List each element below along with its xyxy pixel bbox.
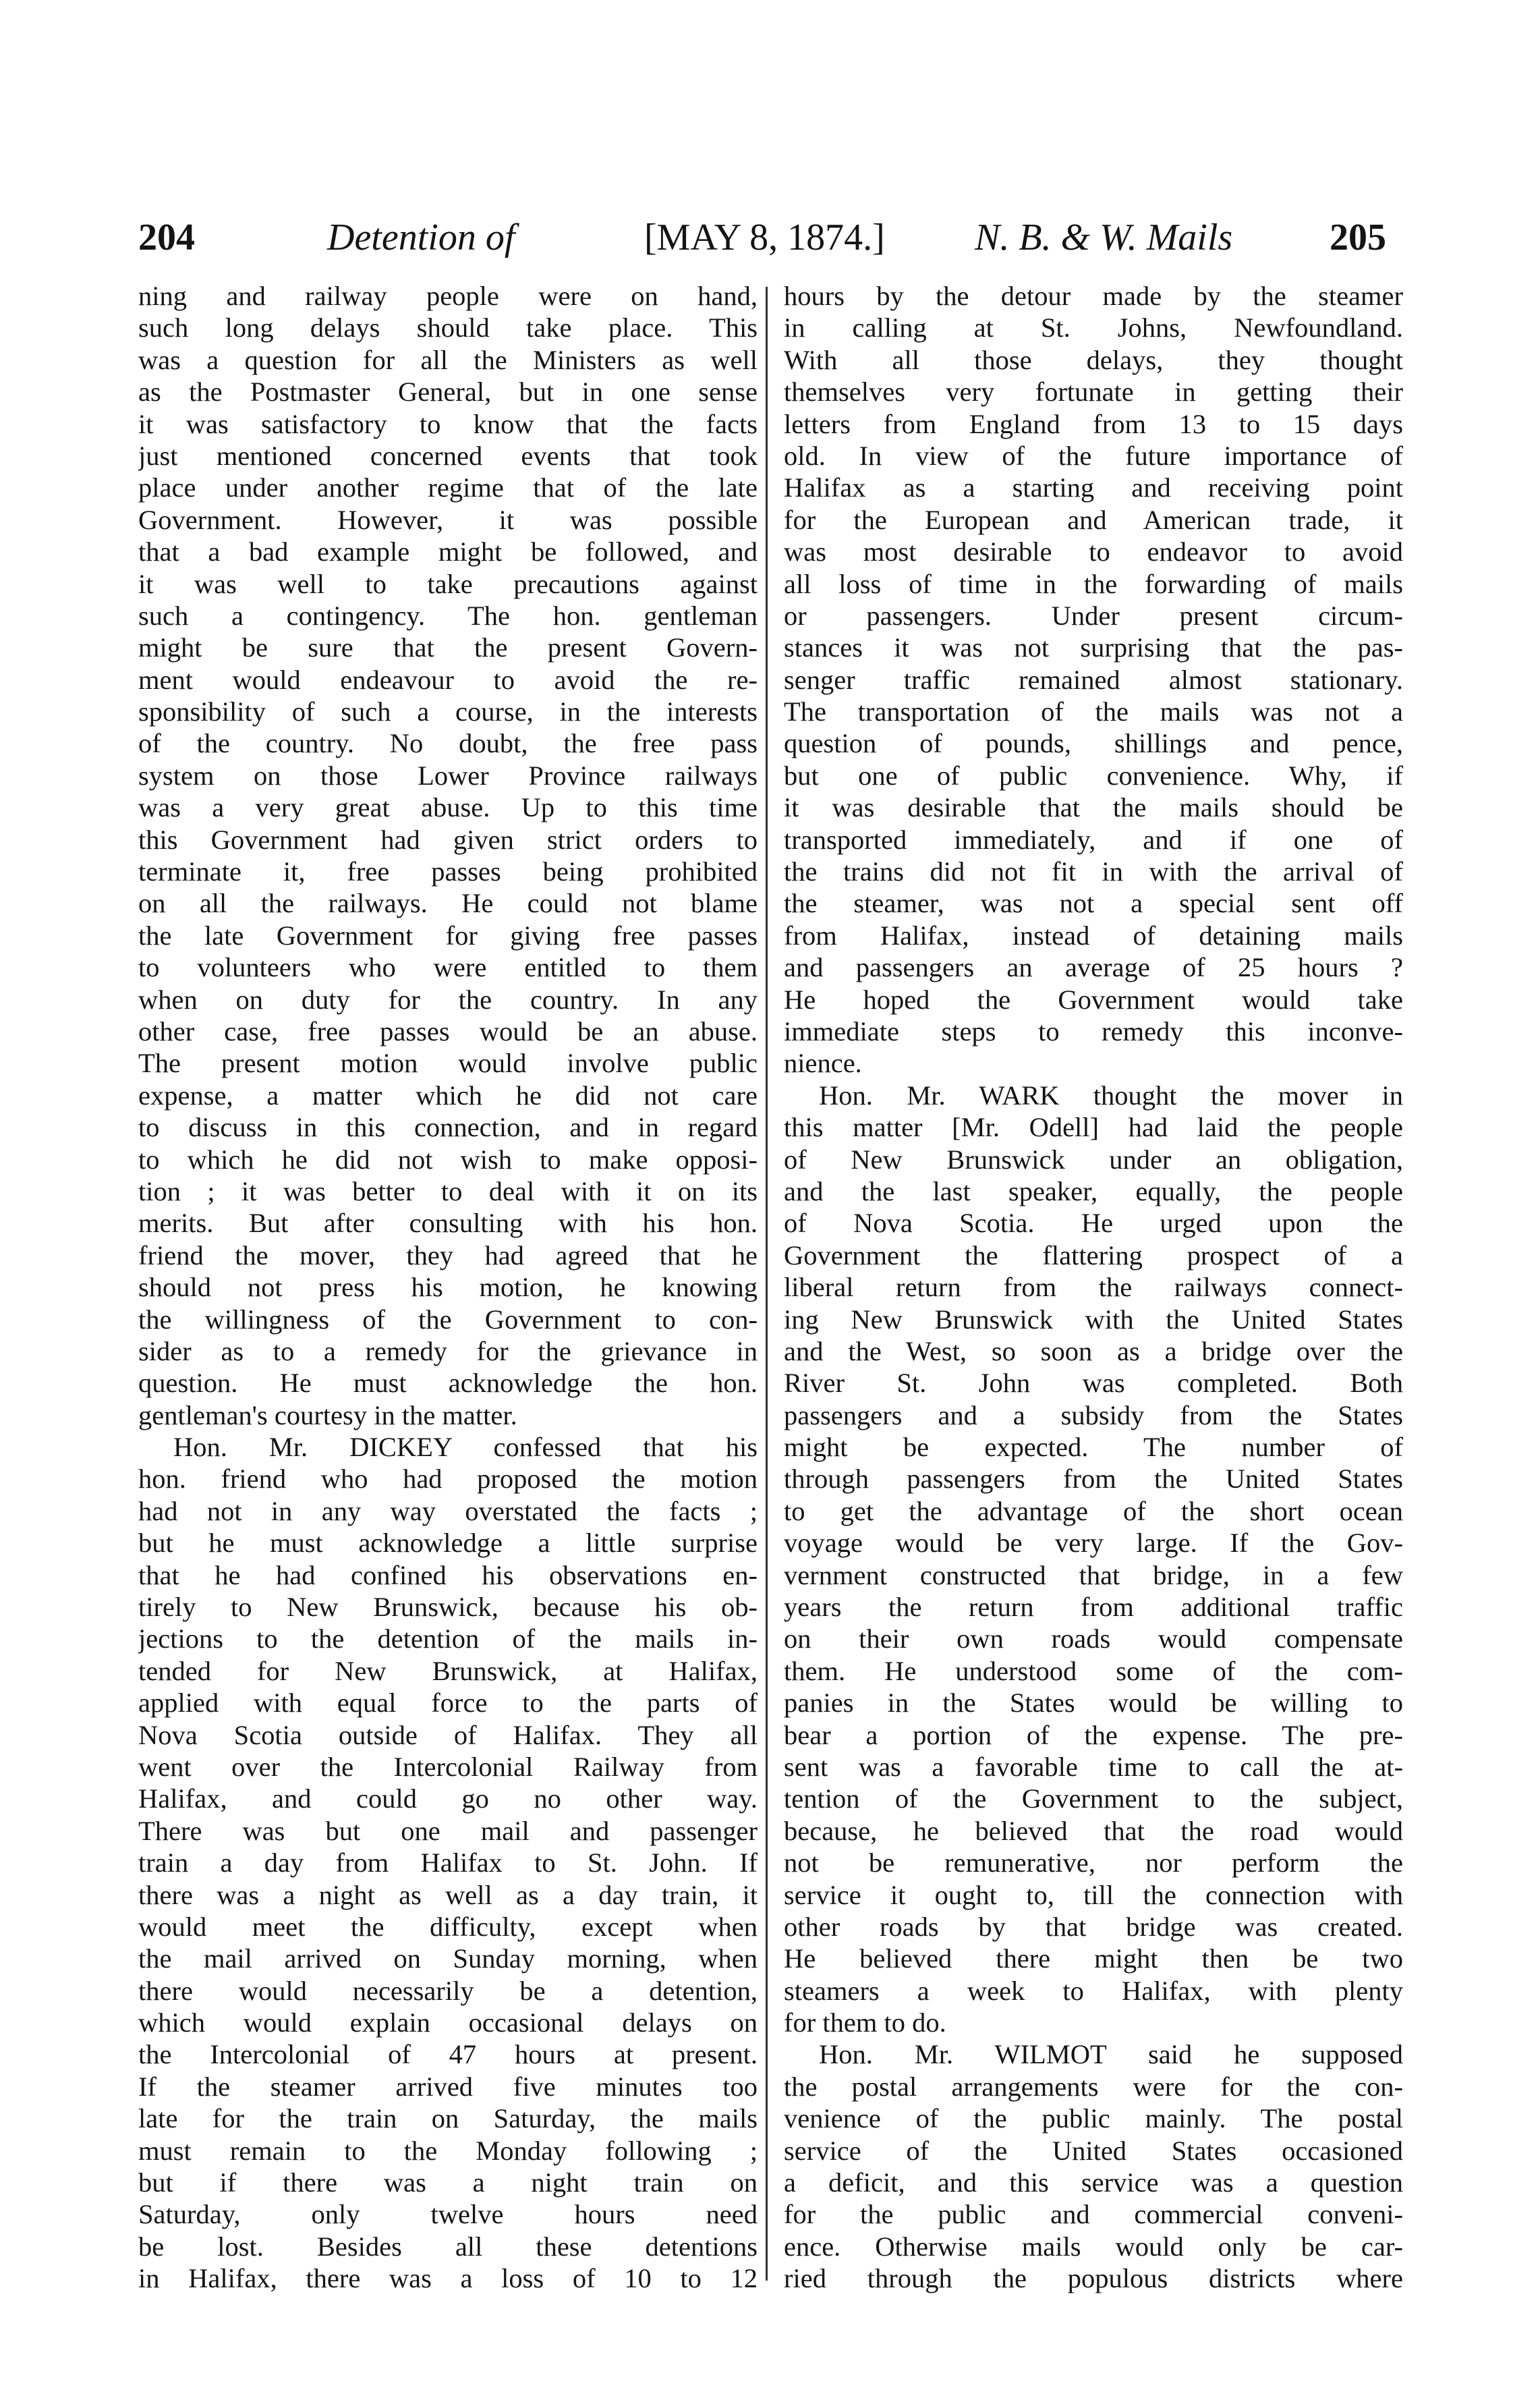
left-text-column	[138, 280, 758, 2295]
text-line: was most desirable to endeavor to avoid	[784, 536, 1403, 567]
text-line: Government. However, it was possible	[138, 504, 758, 535]
text-line: The transportation of the mails was not a	[784, 696, 1403, 727]
text-line: question of pounds, shillings and pence,	[784, 728, 1403, 759]
text-line: was a question for all the Ministers as well	[138, 344, 758, 375]
text-line: be lost. Besides all these detentions	[138, 2231, 758, 2262]
text-line: through passengers from the United States	[784, 1463, 1403, 1495]
text-line: it was well to take precautions against	[138, 568, 758, 599]
text-line: other roads by that bridge was created.	[784, 1911, 1403, 1942]
text-line: a deficit, and this service was a question	[784, 2167, 1403, 2198]
text-line: With all those delays, they thought	[784, 344, 1403, 375]
text-line: hours by the detour made by the steamer	[784, 281, 1403, 311]
text-line: sent was a favorable time to call the at-	[784, 1751, 1403, 1782]
text-line: jections to the detention of the mails in-	[138, 1623, 758, 1654]
text-line: the steamer, was not a special sent off	[784, 888, 1403, 919]
text-line: other case, free passes would be an abuse.	[138, 1015, 758, 1047]
text-line: to volunteers who were entitled to them	[138, 952, 758, 983]
text-line: the Intercolonial of 47 hours at present.	[138, 2039, 758, 2070]
text-line: tion ; it was better to deal with it on its	[138, 1175, 758, 1206]
text-line: Hon. Mr. DICKEY confessed that his	[173, 1432, 758, 1463]
text-line: had not in any way overstated the facts ;	[138, 1495, 758, 1526]
text-line: to get the advantage of the short ocean	[784, 1495, 1403, 1526]
text-line: which would explain occasional delays on	[138, 2007, 758, 2038]
text-line: nience.	[784, 1048, 862, 1079]
text-line: that he had confined his observations en-	[138, 1559, 758, 1590]
text-line: would meet the difficulty, except when	[138, 1911, 758, 1942]
text-line: system on those Lower Province railways	[138, 760, 758, 791]
text-line: but if there was a night train on	[138, 2167, 758, 2198]
text-line: the willingness of the Government to con-	[138, 1304, 758, 1335]
text-line: in calling at St. Johns, Newfoundland.	[784, 312, 1403, 343]
text-line: such long delays should take place. This	[138, 312, 758, 343]
text-line: senger traffic remained almost stationary.	[784, 664, 1403, 695]
text-line: must remain to the Monday following ;	[138, 2135, 758, 2166]
text-line: He believed there might then be two	[784, 1943, 1403, 1974]
header-date: [MAY 8, 1874.]	[644, 217, 885, 258]
text-line: them. He understood some of the com-	[784, 1655, 1403, 1686]
text-line: friend the mover, they had agreed that he	[138, 1239, 758, 1271]
text-line: because, he believed that the road would	[784, 1815, 1403, 1846]
text-line: old. In view of the future importance of	[784, 440, 1403, 471]
text-line: Nova Scotia outside of Halifax. They all	[138, 1719, 758, 1750]
text-line: it was desirable that the mails should be	[784, 792, 1403, 823]
text-line: applied with equal force to the parts of	[138, 1688, 758, 1719]
text-line: but one of public convenience. Why, if	[784, 760, 1403, 791]
text-line: might be expected. The number of	[784, 1432, 1403, 1463]
text-line: River St. John was completed. Both	[784, 1368, 1403, 1399]
text-line: tention of the Government to the subject,	[784, 1783, 1403, 1814]
text-line: hon. friend who had proposed the motion	[138, 1463, 758, 1495]
text-line: there would necessarily be a detention,	[138, 1975, 758, 2006]
text-line: on their own roads would compensate	[784, 1623, 1403, 1654]
text-line: place under another regime that of the late	[138, 472, 758, 503]
text-line: there was a night as well as a day train, it	[138, 1879, 758, 1910]
text-line: tended for New Brunswick, at Halifax,	[138, 1655, 758, 1686]
text-line: He hoped the Government would take	[784, 984, 1403, 1015]
text-line: transported immediately, and if one of	[784, 824, 1403, 855]
text-line: of the country. No doubt, the free pass	[138, 728, 758, 759]
text-line: to which he did not wish to make opposi-	[138, 1144, 758, 1175]
text-line: train a day from Halifax to St. John. If	[138, 1847, 758, 1878]
text-line: the mail arrived on Sunday morning, when	[138, 1943, 758, 1974]
right-text-column	[784, 280, 1403, 2295]
text-line: gentleman's courtesy in the matter.	[138, 1399, 517, 1430]
text-line: Hon. Mr. WILMOT said he supposed	[819, 2039, 1403, 2070]
text-line: Hon. Mr. WARK thought the mover in	[819, 1080, 1403, 1111]
text-line: such a contingency. The hon. gentleman	[138, 600, 758, 631]
text-line: expense, a matter which he did not care	[138, 1080, 758, 1111]
text-line: If the steamer arrived five minutes too	[138, 2071, 758, 2102]
text-line: on all the railways. He could not blame	[138, 888, 758, 919]
text-line: ence. Otherwise mails would only be car-	[784, 2231, 1403, 2262]
text-line: should not press his motion, he knowing	[138, 1272, 758, 1303]
text-line: and the last speaker, equally, the people	[784, 1175, 1403, 1206]
text-line: terminate it, free passes being prohibited	[138, 856, 758, 887]
text-line: Saturday, only twelve hours need	[138, 2199, 758, 2230]
text-line: ment would endeavour to avoid the re-	[138, 664, 758, 695]
text-line: letters from England from 13 to 15 days	[784, 408, 1403, 439]
text-line: the late Government for giving free passes	[138, 920, 758, 951]
text-line: years the return from additional traffic	[784, 1592, 1403, 1623]
text-line: the trains did not fit in with the arrival of	[784, 856, 1403, 887]
text-line: Government the flattering prospect of a	[784, 1239, 1403, 1271]
running-title-right: N. B. & W. Mails	[975, 217, 1233, 258]
text-line: all loss of time in the forwarding of mails	[784, 568, 1403, 599]
text-line: steamers a week to Halifax, with plenty	[784, 1975, 1403, 2006]
text-line: themselves very fortunate in getting their	[784, 377, 1403, 408]
text-line: for them to do.	[784, 2007, 946, 2038]
text-line: that a bad example might be followed, and	[138, 536, 758, 567]
text-line: not be remunerative, nor perform the	[784, 1847, 1403, 1878]
text-line: question. He must acknowledge the hon.	[138, 1368, 758, 1399]
text-line: panies in the States would be willing to	[784, 1688, 1403, 1719]
text-line: merits. But after consulting with his hon.	[138, 1208, 758, 1239]
text-line: service it ought to, till the connection with	[784, 1879, 1403, 1910]
text-line: this Government had given strict orders to	[138, 824, 758, 855]
text-line: as the Postmaster General, but in one sense	[138, 377, 758, 408]
text-line: in Halifax, there was a loss of 10 to 12	[138, 2263, 758, 2294]
text-line: late for the train on Saturday, the mails	[138, 2103, 758, 2134]
text-line: Halifax, and could go no other way.	[138, 1783, 758, 1814]
text-line: went over the Intercolonial Railway from	[138, 1751, 758, 1782]
text-line: sponsibility of such a course, in the interests	[138, 696, 758, 727]
text-line: vernment constructed that bridge, in a few	[784, 1559, 1403, 1590]
text-line: but he must acknowledge a little surprise	[138, 1528, 758, 1559]
column-divider	[766, 287, 768, 2281]
running-title-left: Detention of	[327, 217, 515, 258]
text-line: was a very great abuse. Up to this time	[138, 792, 758, 823]
text-line: bear a portion of the expense. The pre-	[784, 1719, 1403, 1750]
text-line: the postal arrangements were for the con-	[784, 2071, 1403, 2102]
text-line: and the West, so soon as a bridge over the	[784, 1335, 1403, 1366]
text-line: might be sure that the present Govern-	[138, 632, 758, 663]
page-number-left: 204	[138, 217, 195, 258]
text-line: this matter [Mr. Odell] had laid the people	[784, 1112, 1403, 1143]
text-line: it was satisfactory to know that the facts	[138, 408, 758, 439]
text-line: voyage would be very large. If the Gov-	[784, 1528, 1403, 1559]
text-line: passengers and a subsidy from the States	[784, 1399, 1403, 1430]
text-line: venience of the public mainly. The postal	[784, 2103, 1403, 2134]
text-line: service of the United States occasioned	[784, 2135, 1403, 2166]
text-line: for the European and American trade, it	[784, 504, 1403, 535]
text-line: tirely to New Brunswick, because his ob-	[138, 1592, 758, 1623]
text-line: liberal return from the railways connect-	[784, 1272, 1403, 1303]
text-line: Halifax as a starting and receiving point	[784, 472, 1403, 503]
text-line: to discuss in this connection, and in regard	[138, 1112, 758, 1143]
text-line: ing New Brunswick with the United States	[784, 1304, 1403, 1335]
text-line: There was but one mail and passenger	[138, 1815, 758, 1846]
running-header	[138, 216, 1386, 270]
text-line: of New Brunswick under an obligation,	[784, 1144, 1403, 1175]
text-line: The present motion would involve public	[138, 1048, 758, 1079]
text-line: just mentioned concerned events that took	[138, 440, 758, 471]
text-line: ning and railway people were on hand,	[138, 281, 758, 311]
text-line: or passengers. Under present circum-	[784, 600, 1403, 631]
text-line: sider as to a remedy for the grievance in	[138, 1335, 758, 1366]
text-line: of Nova Scotia. He urged upon the	[784, 1208, 1403, 1239]
text-line: and passengers an average of 25 hours ?	[784, 952, 1403, 983]
page-number-right: 205	[1330, 217, 1386, 258]
text-line: stances it was not surprising that the pas-	[784, 632, 1403, 663]
text-line: immediate steps to remedy this inconve-	[784, 1015, 1403, 1047]
text-line: from Halifax, instead of detaining mails	[784, 920, 1403, 951]
text-line: for the public and commercial conveni-	[784, 2199, 1403, 2230]
text-line: ried through the populous districts where	[784, 2263, 1403, 2294]
text-line: when on duty for the country. In any	[138, 984, 758, 1015]
